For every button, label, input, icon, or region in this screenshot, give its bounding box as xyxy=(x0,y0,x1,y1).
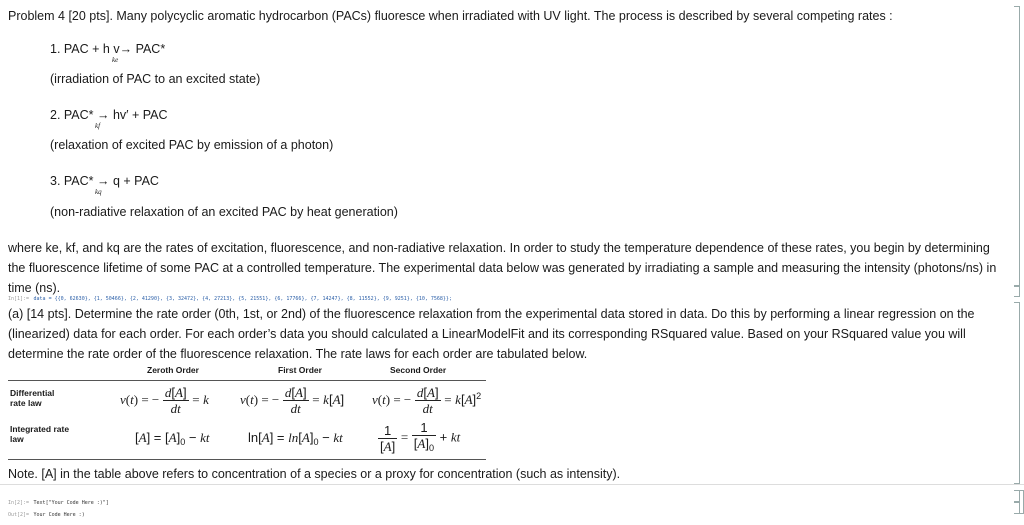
code-output-cell[interactable] xyxy=(8,503,85,521)
code-input-text[interactable]: Text["Your Code Here :)"] xyxy=(33,500,109,506)
code-output-text: Your Code Here :) xyxy=(33,512,85,518)
cell-bracket[interactable] xyxy=(1014,6,1020,286)
zeroth-integrated: $[A] = [A]_0$ − kt xyxy=(135,430,210,447)
first-integrated: $\ln[A] = \ln[A]_0$ − kt xyxy=(248,430,343,447)
table-bottom-rule xyxy=(8,459,486,460)
first-differential: v(t) = − $\frac{d[A]}{dt}$ = k[A] xyxy=(240,385,345,416)
rate-label-kf: kf xyxy=(95,122,101,130)
second-differential: v(t) = − $\frac{d[A]}{dt}$ = $k[A]^2$ xyxy=(372,385,482,416)
row-label-differential: Differential rate law xyxy=(10,388,55,408)
explanation-paragraph: where ke, kf, and kq are the rates of excitation, fluorescence, and non-radiative relaxation. In order to study the temperature dependence of these rates, you begin by determining the fluorescence lifetime of some PAC at a controlled temperature. The experimental data below was generated by irradiating a sample and measuring the intensity (photons/ns) in time (ns). xyxy=(8,241,997,295)
code-input-label: In[2]:= xyxy=(8,500,30,506)
step-3-description: (non-radiative relaxation of an excited PAC by heat generation) xyxy=(50,205,398,219)
col-header-zeroth: Zeroth Order xyxy=(147,365,199,375)
code-group-bracket[interactable] xyxy=(1018,490,1024,514)
second-integrated: $\frac{1}{[A]}$ = $\frac{1}{[A]_0}$ + kt xyxy=(380,420,461,454)
row-label-integrated: Integrated rate law xyxy=(10,424,70,444)
data-cell-label: In[1]:= xyxy=(8,296,30,302)
part-a-cell-bracket[interactable] xyxy=(1014,302,1020,484)
reaction-step-3: 3. PAC* → q + PAC xyxy=(50,174,159,188)
table-note: Note. [A] in the table above refers to concentration of a species or a proxy for concentration (such as intensity). xyxy=(8,467,621,481)
step-2-description: (relaxation of excited PAC by emission of a photon) xyxy=(50,138,334,152)
code-output-label: Out[2]= xyxy=(8,512,30,518)
rate-label-kq: kq xyxy=(95,188,102,196)
reaction-step-1: 1. PAC + h v→ PAC* xyxy=(50,42,166,56)
col-header-second: Second Order xyxy=(390,365,447,375)
cell-divider xyxy=(0,484,1024,485)
problem-header-text: Problem 4 [20 pts]. Many polycyclic aromatic hydrocarbon (PACs) fluoresce when irradiated with UV light. The process is described by several competing rates : xyxy=(8,9,893,23)
data-input-cell[interactable] xyxy=(8,287,1004,302)
reaction-step-2: 2. PAC* → hv′ + PAC xyxy=(50,108,168,122)
table-top-rule xyxy=(8,380,486,381)
data-cell-code[interactable]: data = {{0, 62630}, {1, 50466}, {2, 41290}, {3, 32472}, {4, 27213}, {5, 21551}, {6, 17766}, {7, 14247}, {8, 11552}, {9, 9251}, {10, 7568}}; xyxy=(33,296,452,302)
step-1-description: (irradiation of PAC to an excited state) xyxy=(50,72,261,86)
problem-header xyxy=(8,6,1004,26)
part-a-paragraph: (a) [14 pts]. Determine the rate order (0th, 1st, or 2nd) of the fluorescence relaxation from the experimental data stored in data. Do this by performing a linear regression on the (linearized) data for each order. For each order’s data you should calculated a LinearModelFit and its corresponding RSquared value. Based on your RSquared value you will determine the rate order of the fluorescence relaxation. The rate laws for each order are tabulated below. xyxy=(8,307,975,361)
zeroth-differential: v(t) = − $\frac{d[A]}{dt}$ = k xyxy=(120,385,209,416)
data-cell-bracket[interactable] xyxy=(1014,286,1020,297)
rate-label-ke: ke xyxy=(112,56,119,64)
col-header-first: First Order xyxy=(278,365,322,375)
